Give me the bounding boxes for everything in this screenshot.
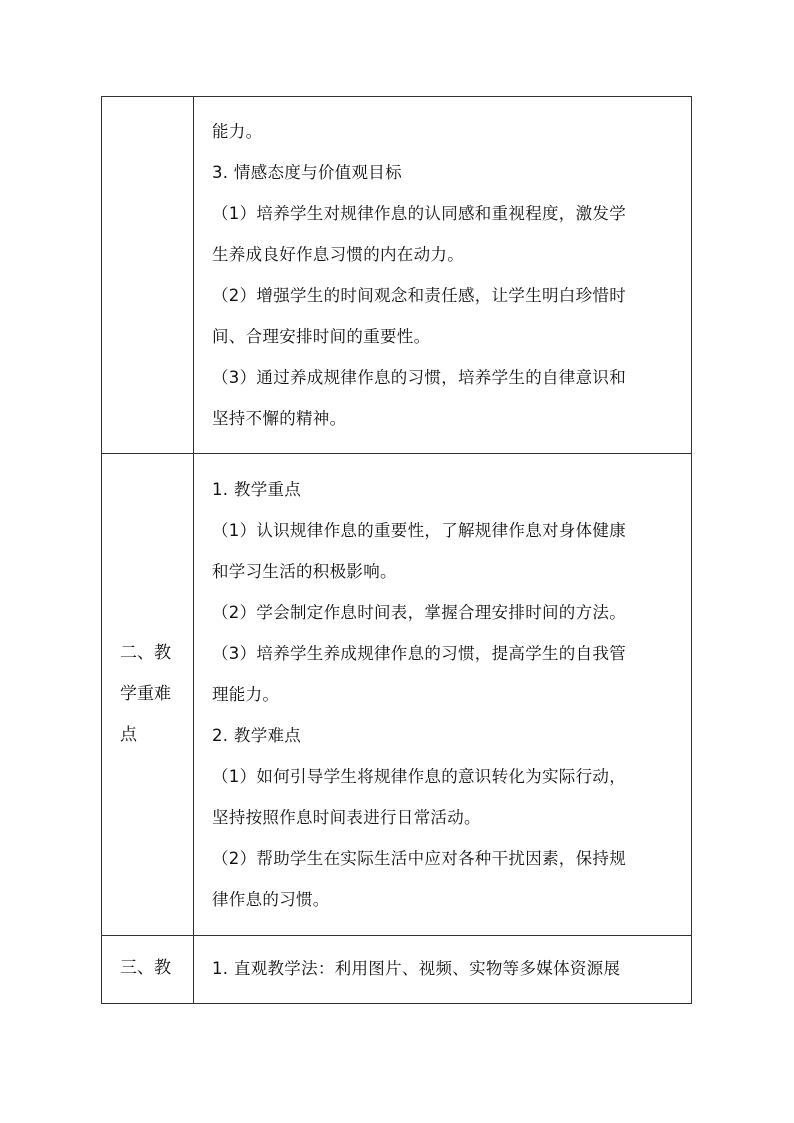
text-line: 坚持按照作息时间表进行日常活动。: [212, 808, 481, 827]
text-line: （3）通过养成规律作息的习惯，培养学生的自律意识和: [212, 368, 626, 387]
row-label-line: 点: [120, 725, 137, 745]
row-content-cell: [194, 454, 692, 936]
row-content-cell: [194, 97, 692, 454]
text-line: （2）帮助学生在实际生活中应对各种干扰因素，保持规: [212, 849, 626, 868]
text-line: （1）培养学生对规律作息的认同感和重视程度，激发学: [212, 204, 626, 223]
text-line: 间、合理安排时间的重要性。: [212, 327, 431, 346]
row-label-cell: [102, 936, 194, 1004]
row-label-line: 二、教: [120, 643, 171, 663]
section-heading: 2. 教学难点: [212, 726, 302, 745]
text-line: 1. 直观教学法：利用图片、视频、实物等多媒体资源展: [212, 959, 621, 978]
text-line: （1）如何引导学生将规律作息的意识转化为实际行动，: [212, 767, 626, 786]
row-label-cell: [102, 97, 194, 454]
section-heading: 3. 情感态度与价值观目标: [212, 163, 402, 182]
text-line: （1）认识规律作息的重要性，了解规律作息对身体健康: [212, 521, 626, 540]
text-line: （2）学会制定作息时间表，掌握合理安排时间的方法。: [212, 603, 626, 622]
text-line: 生养成良好作息习惯的内在动力。: [212, 245, 464, 264]
table-row: [102, 97, 692, 454]
section-heading: 1. 教学重点: [212, 480, 302, 499]
text-line: （3）培养学生养成规律作息的习惯，提高学生的自我管: [212, 644, 626, 663]
text-line: 坚持不懈的精神。: [212, 409, 347, 428]
lesson-plan-table: [101, 96, 692, 1004]
row-label-cell: [102, 454, 194, 936]
text-line: 律作息的习惯。: [212, 890, 330, 909]
text-line: 和学习生活的积极影响。: [212, 562, 397, 581]
text-line: 能力。: [212, 122, 263, 141]
row-content-cell: [194, 936, 692, 1004]
row-label-line: 三、教: [120, 958, 171, 978]
table-row: [102, 454, 692, 936]
table-row: [102, 936, 692, 1004]
row-label-line: 学重难: [120, 684, 171, 704]
text-line: 理能力。: [212, 685, 280, 704]
text-line: （2）增强学生的时间观念和责任感，让学生明白珍惜时: [212, 286, 626, 305]
